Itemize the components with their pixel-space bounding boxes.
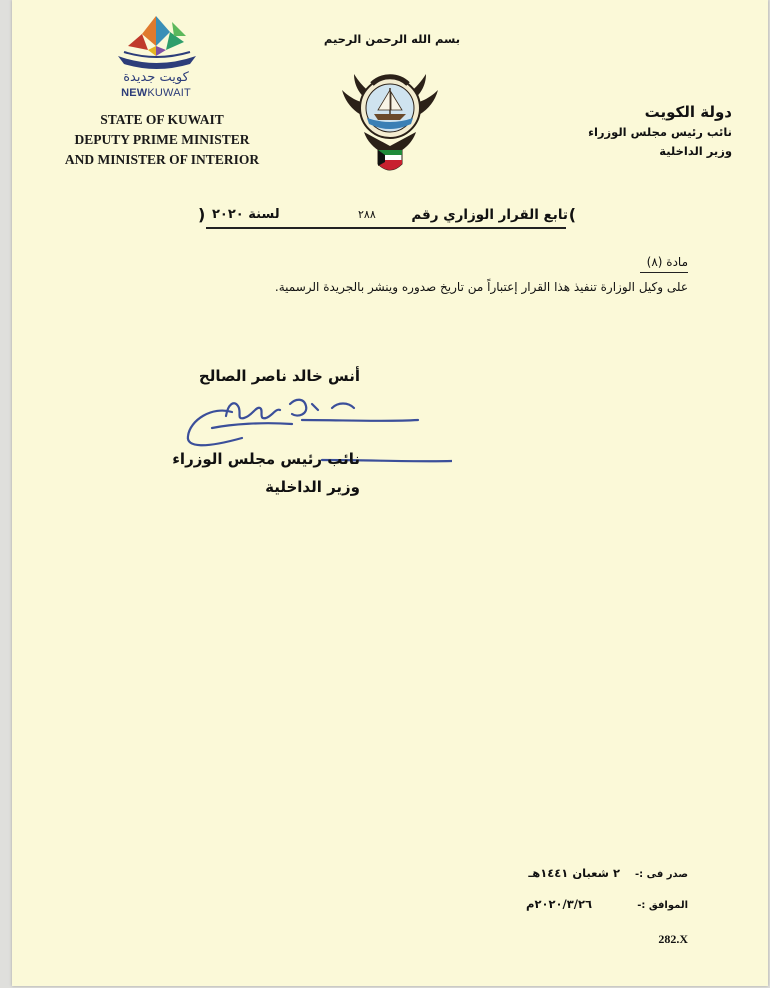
decree-title-text: تابع القرار الوزاري رقم xyxy=(411,207,568,223)
article-body: على وكيل الوزارة تنفيذ هذا القرار إعتباراً من تاريخ صدوره وينشر بالجريدة الرسمية. xyxy=(274,280,688,294)
logo-english-text: NEWKUWAIT xyxy=(121,87,191,99)
kuwait-emblem-icon xyxy=(338,60,442,178)
document-page xyxy=(12,0,768,986)
title-close-paren: ) xyxy=(198,205,206,224)
state-title-english xyxy=(46,110,278,170)
logo-arabic-text: كويت جديدة xyxy=(123,70,189,85)
state-en-line-3: AND MINISTER OF INTERIOR xyxy=(64,152,260,167)
signatory-title-line-2: وزير الداخلية xyxy=(265,478,360,496)
corresponding-date: ٢٠٢٠/٣/٢٦م xyxy=(526,897,592,911)
state-en-line-1: STATE OF KUWAIT xyxy=(100,112,224,127)
article-heading: مادة (٨) xyxy=(646,255,688,269)
title-open-paren: ( xyxy=(568,205,576,224)
state-title-arabic xyxy=(552,102,732,161)
issued-date: ٢ شعبان ١٤٤١هـ xyxy=(528,866,620,880)
corresponding-label: الموافق :- xyxy=(637,900,688,911)
decree-title xyxy=(198,205,576,231)
document-reference: 282.X xyxy=(658,932,688,946)
decree-year: لسنة ٢٠٢٠ xyxy=(212,207,280,222)
signatory-name: أنس خالد ناصر الصالح xyxy=(198,367,360,385)
article-heading-underline xyxy=(640,272,688,273)
state-en-line-2: DEPUTY PRIME MINISTER xyxy=(74,132,250,147)
signatory-title-line-1: نائب رئيس مجلس الوزراء xyxy=(172,450,360,468)
new-kuwait-logo-icon xyxy=(110,12,204,74)
issued-label: صدر فى :- xyxy=(635,869,688,880)
state-ar-line-2: نائب رئيس مجلس الوزراء xyxy=(588,125,732,139)
decree-number: ٢٨٨ xyxy=(358,208,376,221)
state-ar-line-3: وزير الداخلية xyxy=(659,144,732,158)
state-ar-line-1: دولة الكويت xyxy=(644,103,732,121)
title-underline xyxy=(206,227,566,229)
basmala: بسم الله الرحمن الرحيم xyxy=(323,32,461,46)
